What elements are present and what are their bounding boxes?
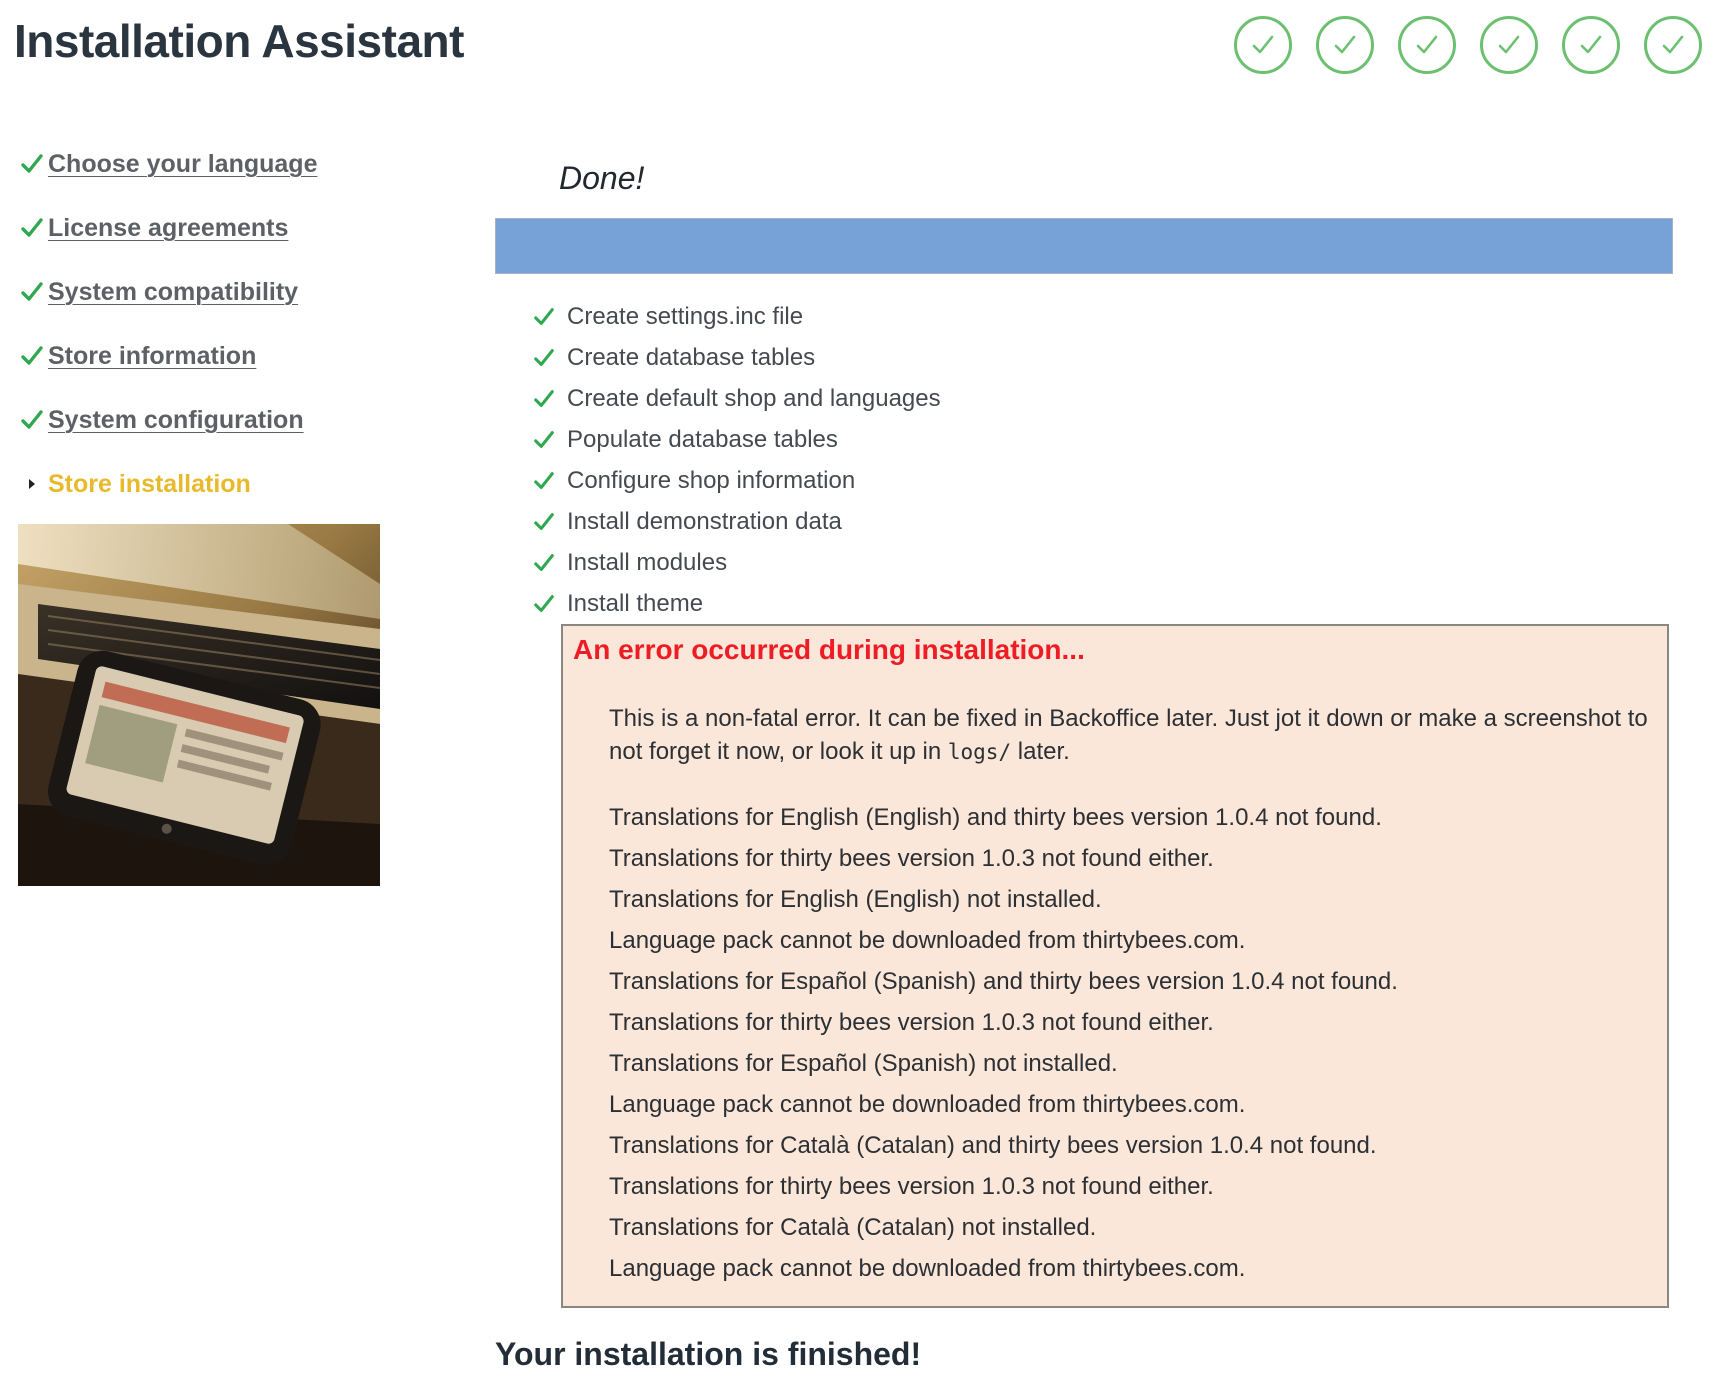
task-item bbox=[531, 583, 1675, 624]
error-intro-text-end: later. bbox=[1017, 738, 1070, 765]
task-label: Populate database tables bbox=[567, 425, 838, 453]
task-label: Configure shop information bbox=[567, 466, 856, 494]
logs-path: logs/ bbox=[947, 740, 1012, 764]
sidebar-item-label[interactable]: License agreements bbox=[48, 213, 289, 242]
task-item bbox=[531, 460, 1675, 501]
task-item bbox=[531, 419, 1675, 460]
progress-fill bbox=[496, 219, 1672, 273]
check-icon bbox=[531, 468, 557, 494]
error-line: Translations for thirty bees version 1.0.3 not found either. bbox=[609, 1009, 1214, 1036]
task-label: Install theme bbox=[567, 589, 704, 617]
sidebar-item-choose-your-language[interactable] bbox=[18, 148, 438, 180]
done-heading: Done! bbox=[559, 160, 645, 196]
task-item bbox=[531, 378, 1675, 419]
check-icon bbox=[531, 509, 557, 535]
check-icon bbox=[18, 214, 46, 242]
error-title: An error occurred during installation... bbox=[573, 634, 1085, 665]
error-line: Language pack cannot be downloaded from thirtybees.com. bbox=[609, 1255, 1246, 1282]
task-label: Create database tables bbox=[567, 343, 816, 371]
task-item bbox=[531, 542, 1675, 583]
step-progress-indicator bbox=[1234, 16, 1702, 74]
step-complete-icon bbox=[1398, 16, 1456, 74]
check-icon bbox=[531, 345, 557, 371]
check-icon bbox=[18, 342, 46, 370]
task-label: Install modules bbox=[567, 548, 728, 576]
error-line: Language pack cannot be downloaded from thirtybees.com. bbox=[609, 1091, 1246, 1118]
error-line: Translations for Català (Catalan) and thirty bees version 1.0.4 not found. bbox=[609, 1132, 1377, 1159]
task-label: Create settings.inc file bbox=[567, 302, 804, 330]
error-line: Translations for Español (Spanish) not installed. bbox=[609, 1050, 1118, 1077]
error-line: Language pack cannot be downloaded from thirtybees.com. bbox=[609, 927, 1246, 954]
sidebar-item-label[interactable]: System compatibility bbox=[48, 277, 299, 306]
main-content bbox=[495, 160, 1675, 1282]
check-icon bbox=[531, 427, 557, 453]
step-complete-icon bbox=[1644, 16, 1702, 74]
step-complete-icon bbox=[1316, 16, 1374, 74]
sidebar-item-label[interactable]: Store information bbox=[48, 341, 257, 370]
caret-right-icon bbox=[18, 470, 46, 498]
sidebar-item-system-compatibility[interactable] bbox=[18, 276, 438, 308]
task-label: Install demonstration data bbox=[567, 507, 842, 535]
error-line: Translations for Català (Catalan) not installed. bbox=[609, 1214, 1097, 1241]
error-line: Translations for Español (Spanish) and thirty bees version 1.0.4 not found. bbox=[609, 968, 1398, 995]
check-icon bbox=[18, 406, 46, 434]
error-line: Translations for thirty bees version 1.0.3 not found either. bbox=[609, 845, 1214, 872]
page-title: Installation Assistant bbox=[14, 15, 464, 67]
check-icon bbox=[531, 304, 557, 330]
error-lines bbox=[609, 797, 1657, 1289]
check-icon bbox=[18, 150, 46, 178]
sidebar-item-license-agreements[interactable] bbox=[18, 212, 438, 244]
error-line: Translations for English (English) not installed. bbox=[609, 886, 1102, 913]
task-item bbox=[531, 337, 1675, 378]
task-item bbox=[531, 501, 1675, 542]
sidebar-item-store-installation bbox=[18, 468, 438, 500]
finished-message: Your installation is finished! bbox=[495, 1336, 922, 1372]
check-icon bbox=[531, 591, 557, 617]
task-label: Create default shop and languages bbox=[567, 384, 941, 412]
check-icon bbox=[18, 278, 46, 306]
sidebar-item-label: Store installation bbox=[48, 469, 251, 498]
task-item bbox=[531, 296, 1675, 337]
progress-bar bbox=[495, 218, 1673, 274]
phone-on-laptop-image bbox=[18, 524, 380, 886]
sidebar-item-label[interactable]: System configuration bbox=[48, 405, 304, 434]
side-photo bbox=[18, 524, 380, 886]
error-intro-text: This is a non-fatal error. It can be fixed in Backoffice later. Just jot it down or make a screenshot to not forget it now, or look it up in bbox=[609, 705, 1648, 765]
step-complete-icon bbox=[1562, 16, 1620, 74]
sidebar-item-store-information[interactable] bbox=[18, 340, 438, 372]
sidebar-item-system-configuration[interactable] bbox=[18, 404, 438, 436]
sidebar-item-label[interactable]: Choose your language bbox=[48, 149, 318, 178]
step-complete-icon bbox=[1480, 16, 1538, 74]
check-icon bbox=[531, 550, 557, 576]
error-line: Translations for thirty bees version 1.0.3 not found either. bbox=[609, 1173, 1214, 1200]
task-list bbox=[531, 296, 1675, 624]
error-line: Translations for English (English) and thirty bees version 1.0.4 not found. bbox=[609, 804, 1382, 831]
error-box bbox=[561, 624, 1669, 1308]
error-intro bbox=[609, 702, 1657, 769]
check-icon bbox=[531, 386, 557, 412]
step-complete-icon bbox=[1234, 16, 1292, 74]
sidebar bbox=[18, 148, 438, 532]
